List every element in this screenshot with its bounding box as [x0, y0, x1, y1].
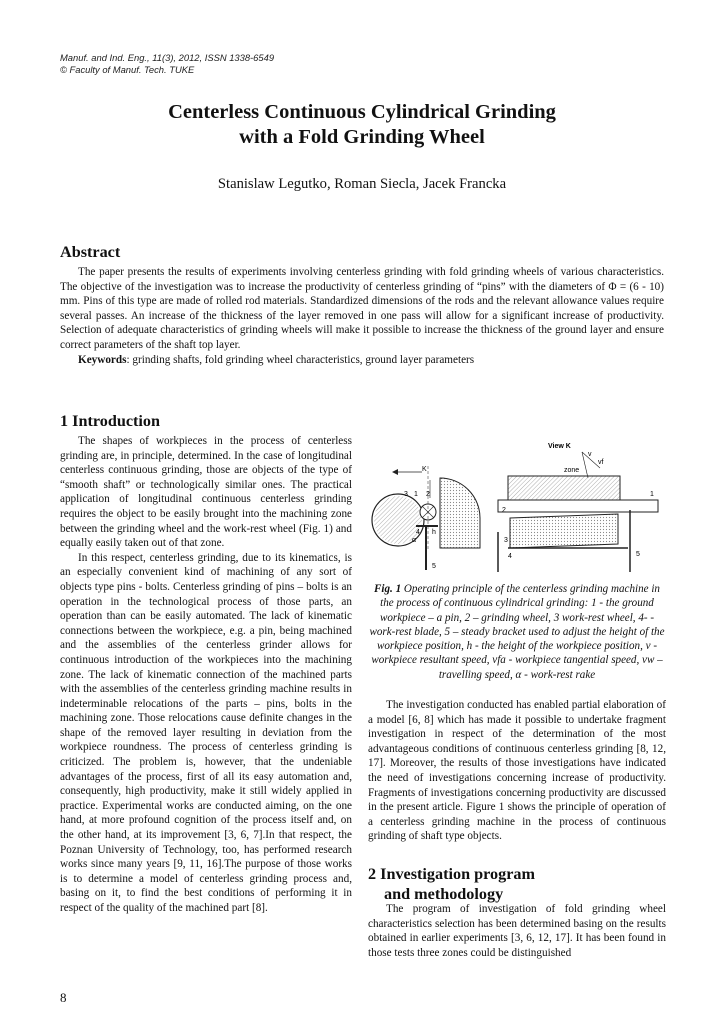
authors: Stanislaw Legutko, Roman Siecla, Jacek Francka — [217, 176, 507, 192]
label-num-4: 4 — [416, 529, 420, 536]
title-line-1: Centerless Continuous Cylindrical Grinding — [168, 101, 556, 123]
journal-header — [60, 52, 274, 75]
label-k: K — [422, 466, 427, 473]
grinding-wheel-drawing — [372, 494, 424, 546]
label-alpha: α — [412, 537, 417, 544]
keywords-label: Keywords — [78, 354, 127, 366]
journal-citation: Manuf. and Ind. Eng., 11(3), 2012, ISSN 1338-6549 — [60, 52, 275, 63]
keywords — [78, 354, 474, 366]
label-h: h — [432, 529, 436, 536]
workpiece-side-drawing — [498, 500, 658, 512]
label-zone: zone — [564, 467, 580, 474]
abstract-heading: Abstract — [60, 243, 121, 261]
right-column-paragraph — [368, 698, 666, 844]
intro-paragraph-2: In this respect, centerless grinding, due to its kinematics, is an especially convenient kind of machining of any sort of objects type pins - bolts. Centerless grinding of pins – bolts is an operation in the technological process of those parts, an operation than can be easily automated. The lack of kinematic connections between the workpiece, e.g. a pin, being machined and the assemblies of the centerless grinder allows for continuous introduction of the workpieces into the machining zone. The lack of kinematic connection of the machined parts with the assemblies of the centerless grinding machine results in indeterminable relocations of the parts – pins, bolts in the machining zone. Those relocations cause definite changes in the shape of the removed layer resulting in deviation from the workpiece roundness. The process of centerless grinding is criticized. The problem is, however, that the undeniable advantages of the process, first of all its easy automation and, consequently, high productivity, make it still widely applied in practice. Experimental works are conducted aiming, on the one hand, at more profound cognition of the process itself and, on the other hand, at its improvement [3, 6, 7].In that respect, the Poznan University of Technology, too, has performed research works since many years [9, 11, 16].The purpose of those works is to determine a model of centerless grinding process and, basing on it, to find the best conditions of performing it in respect of the quality of the machined part [8]. — [60, 551, 352, 914]
work-rest-wheel-side-drawing — [510, 514, 618, 548]
right-paragraph-1: The investigation conducted has enabled partial elaboration of a model [6, 8] which has made it possible to undertake fragment investigation in respect of the determination of the most advantageous conditions of continuous centerless grinding [8, 12, 17]. Moreover, the results of those investigations have indicated the need of investigations concerning increase of productivity. Fragments of investigations concerning productivity are discussed in the present article. Figure 1 shows the principle of operation of a centerless grinding machine in the process of continuous grinding of shaft type objects. — [368, 699, 666, 843]
title-line-2: with a Fold Grinding Wheel — [239, 126, 485, 148]
section-2-paragraph-1: The program of investigation of fold grinding wheel characteristics selection has been determined basing on the results obtained in earlier experiments [3, 6, 12, 17]. It has been found in those tests three zones could be distinguished — [368, 903, 666, 959]
label-v: v — [588, 451, 592, 458]
section-2-heading-line-2: and methodology — [384, 885, 504, 903]
label-num-5-left: 5 — [432, 563, 436, 570]
label-num-4-right: 4 — [508, 553, 512, 560]
intro-paragraph-1: The shapes of workpieces in the process of centerless grinding are, in principle, determined. In the case of longitudinal centerless continuous grinding, those are objects of the type of “smooth shaft” or technologically similar ones. The practical application of longitudinal continuous centerless grinding requires the object to be easily brought into the machining zone between the grinding wheel and the work-rest wheel (Fig. 1) and equally easily taken out of that zone. — [60, 435, 352, 550]
label-num-2: 2 — [426, 491, 430, 498]
caption-text: Operating principle of the centerless grinding machine in the process of continuous cylindrical grinding: 1 - the ground workpiece – a pin, 2 – grinding wheel, 3 work-rest wheel, 4- - work-rest blade, 5 – steady bracket used to adjust the height of the workpiece position, h - the height of the workpiece position, v - workpiece resultant speed, vfa - workpiece tangential speed, vw – travelling speed, α - work-rest rake — [369, 583, 665, 681]
label-view-k: View K — [548, 443, 571, 450]
page-number: 8 — [60, 990, 67, 1005]
label-num-3: 3 — [404, 491, 408, 498]
label-num-1: 1 — [414, 491, 418, 498]
caption-label: Fig. 1 — [374, 583, 402, 595]
figure-1-caption — [368, 582, 666, 682]
section-2-heading — [368, 864, 535, 904]
section-2-heading-line-1: 2 Investigation program — [368, 865, 535, 883]
label-vf: vf — [598, 459, 604, 466]
abstract-text: The paper presents the results of experiments involving centerless grinding with fold grinding wheels of various characteristics. The objective of the investigation was to increase the productivity of centerless grinding of “pins” with the diameters of Φ = (6 - 10) mm. Pins of this type are made of rolled rod materials. Standardized dimensions of the rods and the relevant allowance values require several passes. An increase of the thickness of the layer removed in one pass will allow for a significant increase of productivity. Selection of adequate characteristics of grinding wheels will make it possible to increase the thickness of the ground layer and ensure correct parameters of the shaft top layer. — [60, 266, 664, 351]
intro-column — [60, 434, 352, 916]
paper-title — [60, 100, 664, 150]
figure-1-diagram — [368, 438, 666, 576]
intro-heading: 1 Introduction — [60, 412, 160, 430]
label-num-3-right: 3 — [504, 537, 508, 544]
keywords-list: : grinding shafts, fold grinding wheel characteristics, ground layer parameters — [126, 354, 475, 366]
label-num-2-right: 2 — [502, 507, 506, 514]
work-rest-wheel-drawing — [440, 478, 480, 548]
label-num-5-right: 5 — [636, 551, 640, 558]
section-2-text — [368, 902, 666, 960]
journal-faculty: © Faculty of Manuf. Tech. TUKE — [60, 63, 195, 75]
label-num-1-right: 1 — [650, 491, 654, 498]
